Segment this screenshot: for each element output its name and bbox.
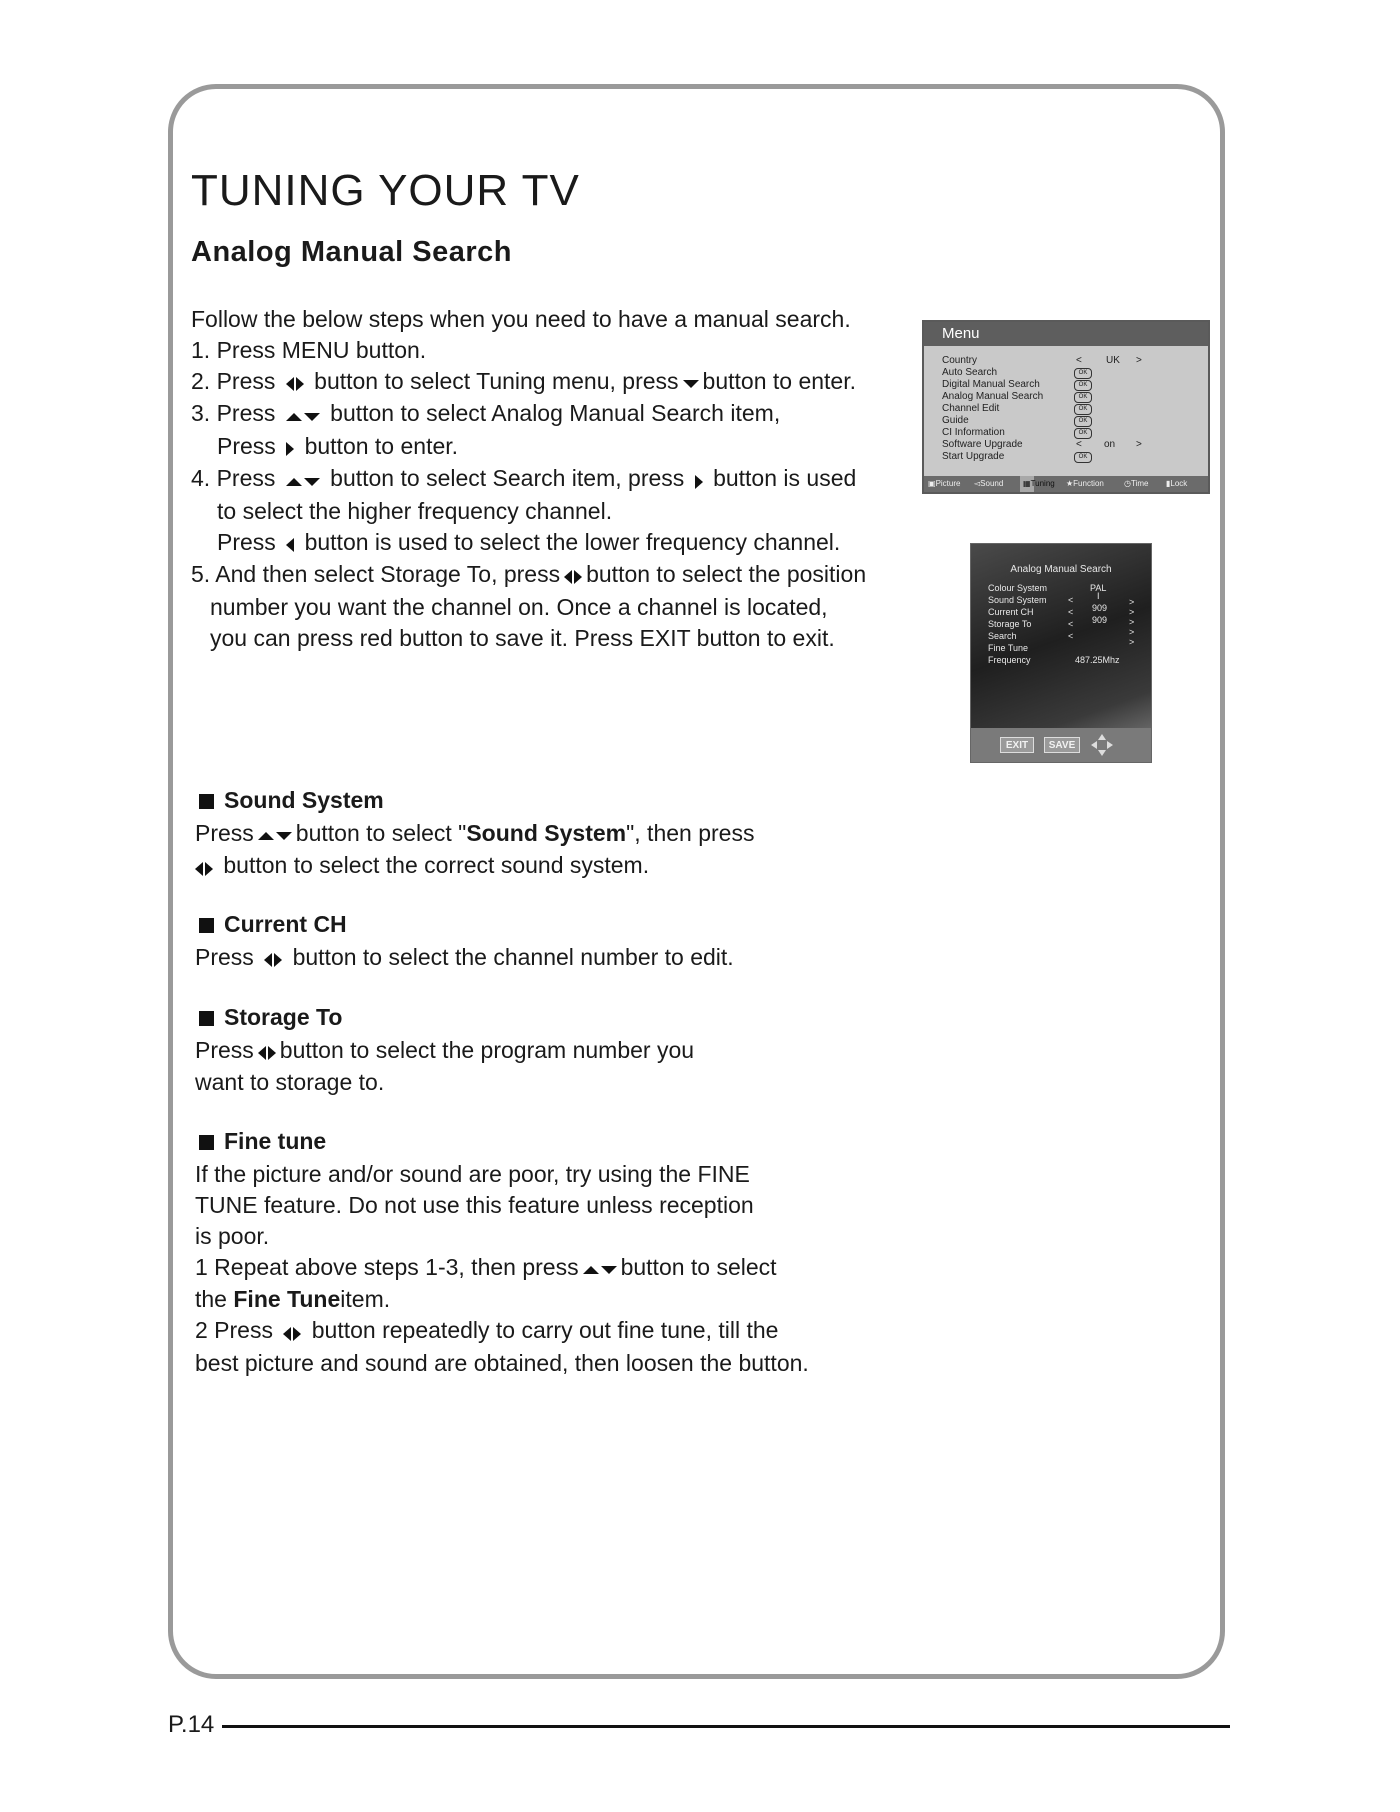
menu-item-auto-search: Auto Search [942,367,998,378]
menu-upgrade-lt: < [1076,439,1082,450]
menu-item-guide: Guide [942,415,969,426]
ok-badge: OK [1074,416,1092,427]
ams-frequency-value: 487.25Mhz [1075,655,1120,665]
page-title: TUNING YOUR TV [191,166,580,215]
current-ch-text-a: Press [195,944,254,970]
step-2-text-a: 2. Press [191,368,276,394]
menu-item-analog-manual-search: Analog Manual Search [942,391,1044,402]
fine-tune-bold: Fine Tune [233,1286,341,1313]
menu-item-ci-information: CI Information [942,427,1005,438]
storage-to-heading-text: Storage To [224,1004,343,1030]
menu-country-value: UK [1106,355,1120,366]
step-3-text-b: button to select Analog Manual Search item, [330,400,781,427]
step-4-text-c: button is used [713,465,857,492]
step-3 [191,398,951,430]
footer-rule [222,1725,1230,1728]
step-4-text-f: button is used to select the lower frequency channel. [304,528,841,555]
step-2 [191,366,951,398]
ams-sound-system-value: I [1097,591,1100,601]
fine-tune-heading-text: Fine tune [224,1128,327,1154]
left-right-arrow-icon [286,367,304,398]
fine-tune-text-4b: button to select [620,1254,777,1280]
exit-button: EXIT [1000,737,1034,753]
fine-tune-line-6 [195,1315,995,1347]
bullet-square-icon [199,1011,214,1026]
tab-lock: ▮ Lock [1166,479,1188,488]
fine-tune-line-7: best picture and sound are obtained, then loosen the button. [195,1349,809,1376]
dpad-icon [1091,734,1113,756]
step-3-text-c: Press [217,432,276,459]
ams-lt: < [1068,631,1074,641]
step-5-cont-2: you can press red button to save it. Press EXIT button to exit. [210,624,835,651]
ams-footer [971,728,1151,762]
tab-time: ◷ Time [1124,479,1149,488]
bullet-square-icon [199,918,214,933]
ams-gt: > [1129,617,1135,627]
tab-picture: ▣ Picture [928,479,961,488]
tab-sound: ◅ Sound [974,479,1004,488]
fine-tune-line-1: If the picture and/or sound are poor, try using the FINE [195,1161,750,1187]
left-right-arrow-icon [564,561,582,592]
analog-manual-search-screen [970,543,1152,763]
current-ch-heading [199,911,347,938]
ams-lt: < [1068,595,1074,605]
left-right-arrow-icon [264,943,282,974]
save-button: SAVE [1044,737,1080,753]
sound-system-text-b: button to select " [295,820,467,846]
menu-upgrade-gt: > [1136,439,1142,450]
current-ch-text-b: button to select the channel number to edit. [292,944,734,970]
menu-upgrade-value: on [1104,439,1116,450]
fine-tune-text-5a: the [195,1286,227,1313]
ams-label-search: Search [988,631,1017,641]
ams-storage-to-value: 909 [1092,615,1108,625]
fine-tune-line-3: is poor. [195,1223,270,1249]
storage-to-line-2: want to storage to. [195,1069,385,1096]
menu-item-digital-manual-search: Digital Manual Search [942,379,1040,390]
storage-to-heading [199,1004,342,1031]
ams-lt: < [1068,607,1074,617]
up-down-arrow-icon [583,1253,617,1284]
up-down-arrow-icon [286,465,320,496]
down-arrow-icon [683,367,699,398]
fine-tune-line-4 [195,1252,995,1284]
fine-tune-text-6a: 2 Press [195,1317,273,1344]
menu-screen-title: Menu [924,322,1208,346]
step-4-text-b: button to select Search item, press [330,465,685,492]
step-5 [191,559,951,591]
fine-tune-text-6b: button repeatedly to carry out fine tune, till the [311,1317,779,1344]
ams-title: Analog Manual Search [1010,564,1112,575]
storage-to-body [195,1035,995,1098]
ams-label-storage-to: Storage To [988,619,1032,629]
fine-tune-line-5 [195,1284,995,1315]
fine-tune-heading [199,1128,326,1155]
sound-system-bold: Sound System [466,820,627,846]
ams-current-ch-value: 909 [1092,603,1108,613]
storage-to-text-a: Press [195,1037,254,1063]
left-arrow-icon [286,528,294,559]
step-4-text-e: Press [217,528,276,555]
section-subtitle: Analog Manual Search [191,236,513,268]
ok-badge: OK [1074,392,1092,403]
menu-item-start-upgrade: Start Upgrade [942,451,1005,462]
step-3-text-a: 3. Press [191,400,276,427]
step-4-text-a: 4. Press [191,465,276,492]
menu-item-software-upgrade: Software Upgrade [942,439,1023,450]
ams-gt: > [1129,637,1135,647]
menu-item-country: Country [942,355,978,366]
menu-country-lt: < [1076,355,1082,366]
up-down-arrow-icon [286,400,320,431]
step-4-cont: to select the higher frequency channel. [217,497,613,524]
ams-label-fine-tune: Fine Tune [988,643,1029,653]
ams-gt: > [1129,597,1135,607]
sound-system-text-a: Press [195,820,254,846]
step-1: 1. Press MENU button. [191,337,427,363]
step-3-text-d: button to enter. [304,432,459,459]
ams-label-frequency: Frequency [988,655,1031,665]
page-number: P.14 [168,1711,215,1738]
current-ch-line-1 [195,942,995,974]
menu-item-channel-edit: Channel Edit [942,403,1000,414]
sound-system-text-d: button to select the correct sound system. [223,852,650,879]
current-ch-heading-text: Current CH [224,911,347,937]
step-5-text-b: button to select the position [586,561,867,588]
step-5-text-a: 5. And then select Storage To, press [191,561,561,588]
current-ch-body [195,942,995,974]
ok-badge: OK [1074,380,1092,391]
steps-intro: Follow the below steps when you need to have a manual search. [191,306,851,332]
sound-system-line-2 [195,850,995,882]
sound-system-text-c: ", then press [626,820,755,846]
step-2-text-c: button to enter. [702,368,856,394]
ok-badge: OK [1074,368,1092,379]
menu-country-gt: > [1136,355,1142,366]
sound-system-heading-text: Sound System [224,787,384,813]
ok-badge: OK [1074,452,1092,463]
ok-badge: OK [1074,428,1092,439]
ams-colour-system-value: PAL [1090,583,1107,593]
fine-tune-text-4a: 1 Repeat above steps 1-3, then press [195,1254,579,1280]
tab-tuning: ▦ Tuning [1020,476,1034,492]
bullet-square-icon [199,1135,214,1150]
ams-lt: < [1068,619,1074,629]
fine-tune-body [195,1159,995,1379]
menu-tab-bar [924,476,1208,492]
storage-to-text-b: button to select the program number you [279,1037,695,1063]
step-5-cont: number you want the channel on. Once a channel is located, [210,593,828,620]
right-arrow-icon [695,465,703,496]
fine-tune-text-5b: item. [340,1286,391,1313]
menu-screen [922,320,1210,494]
left-right-arrow-icon [258,1036,276,1067]
ams-gt: > [1129,607,1135,617]
fine-tune-line-2: TUNE feature. Do not use this feature unless reception [195,1192,754,1218]
step-2-text-b: button to select Tuning menu, press [314,368,679,394]
bullet-square-icon [199,794,214,809]
up-down-arrow-icon [258,819,292,850]
ok-badge: OK [1074,404,1092,415]
ams-label-sound-system: Sound System [988,595,1047,605]
tab-function: ★ Function [1066,479,1104,488]
step-4-cont-2 [191,527,951,559]
step-4 [191,463,961,495]
ams-gt: > [1129,627,1135,637]
right-arrow-icon [286,432,294,463]
ams-label-current-ch: Current CH [988,607,1034,617]
sound-system-line-1 [195,818,995,850]
left-right-arrow-icon [283,1317,301,1348]
sound-system-body [195,818,995,883]
ams-label-colour-system: Colour System [988,583,1048,593]
sound-system-heading [199,787,384,814]
storage-to-line-1 [195,1035,995,1067]
step-3-cont [191,431,951,463]
left-right-arrow-icon [195,852,213,883]
